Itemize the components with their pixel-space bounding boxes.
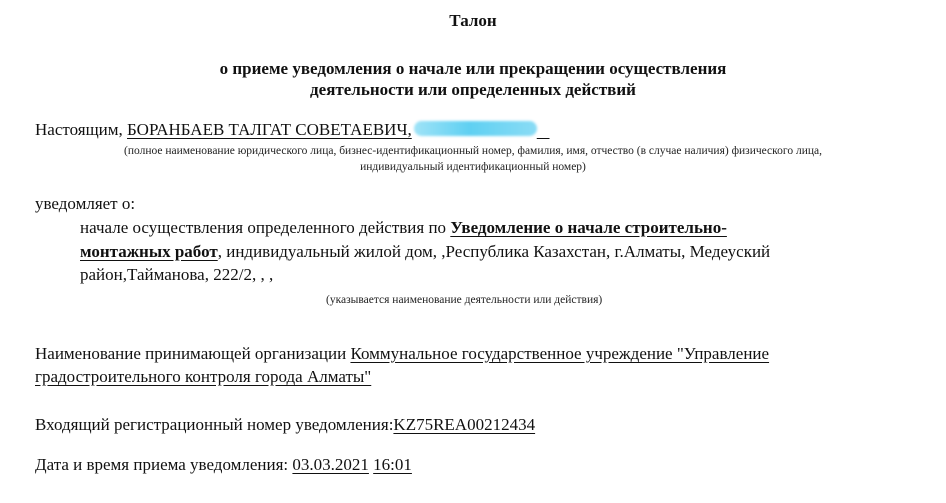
document-subtitle-line2: деятельности или определенных действий [310,80,636,99]
datetime-time: 16:01 [373,455,412,474]
action-line2 [80,242,770,262]
declarant-note-line2: индивидуальный идентификационный номер) [360,161,586,173]
registration-number: KZ75REA00212434 [393,415,536,434]
action-details-line3: район,Тайманова, 222/2, , , [80,265,274,284]
redacted-underline [537,120,550,139]
organization-name-line2: градостроительного контроля города Алматы" [35,367,372,386]
declarant-line [35,120,550,140]
action-subject-line2: монтажных работ [80,242,218,261]
action-note: (указывается наименование деятельности или действия) [326,294,603,306]
datetime-label: Дата и время приема уведомления: [35,455,289,474]
declarant-prefix: Настоящим, [35,120,123,139]
declarant-note-line1: (полное наименование юридического лица, бизнес-идентификационный номер, фамилия, имя, отчество (в случае наличия) физического лица, [124,145,822,157]
organization-label: Наименование принимающей организации [35,344,347,363]
redacted-blur [414,121,537,136]
action-prefix: начале осуществления определенного действия по [80,218,447,237]
notifies-label: уведомляет о: [35,194,136,213]
datetime-date: 03.03.2021 [292,455,369,474]
registration-label: Входящий регистрационный номер уведомления: [35,415,394,434]
datetime-line [35,455,412,475]
organization-name-line1: Коммунальное государственное учреждение "Управление [350,344,770,363]
action-subject-line1: Уведомление о начале строительно- [450,218,727,237]
action-line1 [80,218,727,238]
organization-line2 [35,367,371,387]
action-details-line2: , индивидуальный жилой дом, ,Республика Казахстан, г.Алматы, Медеуский [217,242,771,261]
organization-line1 [35,344,769,364]
registration-line [35,415,535,435]
document-title: Талон [449,11,497,30]
declarant-name: БОРАНБАЕВ ТАЛГАТ СОВЕТАЕВИЧ, [127,120,412,139]
document-subtitle-line1: о приеме уведомления о начале или прекращении осуществления [219,59,727,78]
